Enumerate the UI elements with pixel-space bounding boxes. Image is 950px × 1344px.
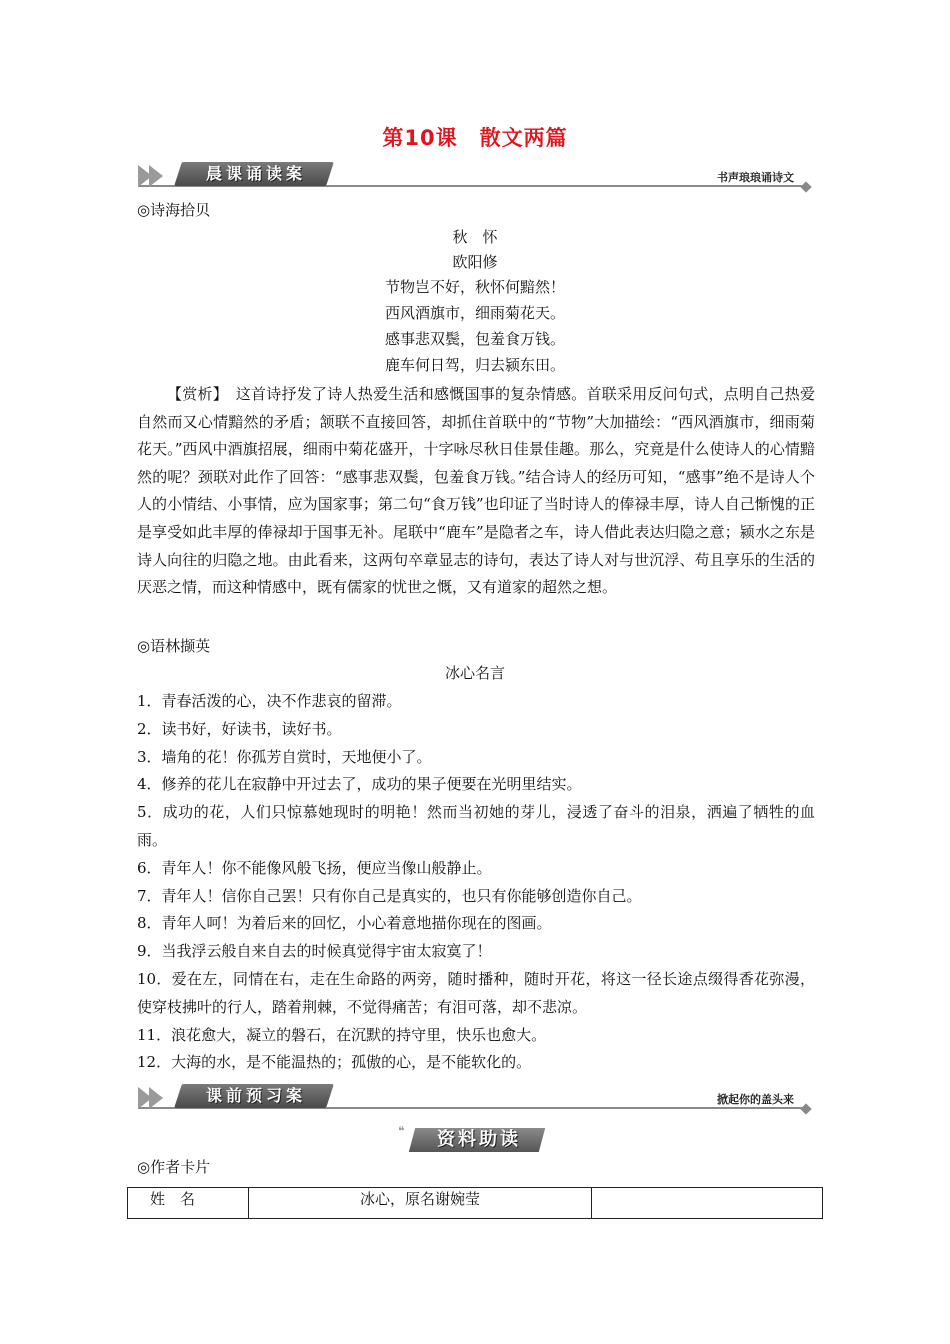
poem-line: 鹿车何日驾，归去颍东田。 (384, 356, 565, 374)
appreciation-tag: 【赏析】 (167, 385, 221, 403)
yulin-heading: ◎语林撷英 (137, 637, 211, 655)
section-bar-preview (138, 1082, 810, 1114)
ziliao-banner (398, 1122, 548, 1156)
section-bar-morning (138, 160, 810, 192)
table-row (128, 1188, 823, 1219)
poem-title: 秋 怀 (452, 228, 498, 246)
lesson-title: 第10课 散文两篇 (382, 126, 568, 150)
poem-line: 西风酒旗市，细雨菊花天。 (384, 304, 565, 322)
section-slogan: 书声琅琅诵诗文 (717, 171, 794, 184)
poem-line: 感事悲双鬓，包羞食万钱。 (384, 330, 565, 348)
appreciation-text: 这首诗抒发了诗人热爱生活和感慨国事的复杂情感。首联采用反问句式，点明自己热爱自然而又心情黯然的矛盾；颔联不直接回答，却抓住首联中的“节物”大加描绘：“西风酒旗市，细雨菊花天。”西风中酒旗招展，细雨中菊花盛开，十字咏尽秋日佳景佳趣。那么，究竟是什么使诗人的心情黯然的呢？颈联对此作了回答：“感事悲双鬓，包羞食万钱。”结合诗人的经历可知，“感事”绝不是诗人个人的小情结、小事情，应为国家事；第二句“食万钱”也印证了当时诗人的俸禄丰厚，诗人自己惭愧的正是享受如此丰厚的俸禄却于国事无补。尾联中“鹿车”是隐者之车，诗人借此表达归隐之意；颍水之东是诗人向往的归隐之地。由此看来，这两句卒章显志的诗句，表达了诗人对与世沉浮、苟且享乐的生活的厌恶之情，而这种情感中，既有儒家的忧世之慨，又有道家的超然之想。 (137, 385, 815, 597)
quotes-subtitle: 冰心名言 (444, 664, 505, 682)
table-cell-extra (592, 1188, 823, 1219)
list-item: 8．青年人呵！为着后来的回忆，小心着意地描你现在的图画。 (137, 914, 552, 933)
section-slogan: 掀起你的盖头来 (717, 1093, 794, 1106)
quote-mark-icon: ❝ (398, 1124, 405, 1138)
list-item: 3．墙角的花！你孤芳自赏时，天地便小了。 (137, 747, 432, 766)
ziliao-label: 资料助读 (437, 1129, 521, 1150)
author-card-heading: ◎作者卡片 (137, 1158, 211, 1176)
list-item: 4．修养的花儿在寂静中开过去了，成功的果子便要在光明里结实。 (137, 775, 582, 794)
diamond-icon (800, 1103, 811, 1114)
list-item: 11．浪花愈大，凝立的磐石，在沉默的持守里，快乐也愈大。 (137, 1025, 547, 1044)
list-item: 2．读书好，好读书，读好书。 (137, 719, 342, 738)
poem-line: 节物岂不好，秋怀何黯然！ (384, 278, 565, 296)
shihai-heading: ◎诗海拾贝 (137, 201, 211, 219)
list-item: 9．当我浮云般自来自去的时候真觉得宇宙太寂寞了！ (137, 942, 492, 961)
section-label: 晨课诵读案 (205, 164, 306, 183)
list-item: 12．大海的水，是不能温热的；孤傲的心，是不能软化的。 (137, 1053, 532, 1072)
list-item: 10．爱在左，同情在右，走在生命路的两旁，随时播种，随时开花，将这一径长途点缀得香花弥漫，使穿枝拂叶的行人，踏着荆棘，不觉得痛苦；有泪可落，却不悲凉。 (137, 969, 815, 1016)
list-item: 7．青年人！信你自己罢！只有你自己是真实的，也只有你能够创造你自己。 (137, 886, 642, 905)
list-item: 5．成功的花，人们只惊慕她现时的明艳！然而当初她的芽儿，浸透了奋斗的泪泉，洒遍了牺牲的血雨。 (137, 803, 815, 849)
quote-list (137, 688, 815, 1077)
diamond-icon (800, 181, 811, 192)
author-card-table (127, 1187, 823, 1219)
poem-author: 欧阳修 (452, 253, 498, 271)
table-cell-value: 冰心，原名谢婉莹 (249, 1188, 592, 1219)
list-item: 6．青年人！你不能像风般飞扬，便应当像山般静止。 (137, 858, 492, 877)
list-item: 1．青春活泼的心，决不作悲哀的留滞。 (137, 692, 402, 710)
appreciation-paragraph (137, 381, 815, 602)
table-cell-key: 姓 名 (128, 1188, 249, 1219)
section-label: 课前预习案 (205, 1086, 306, 1105)
